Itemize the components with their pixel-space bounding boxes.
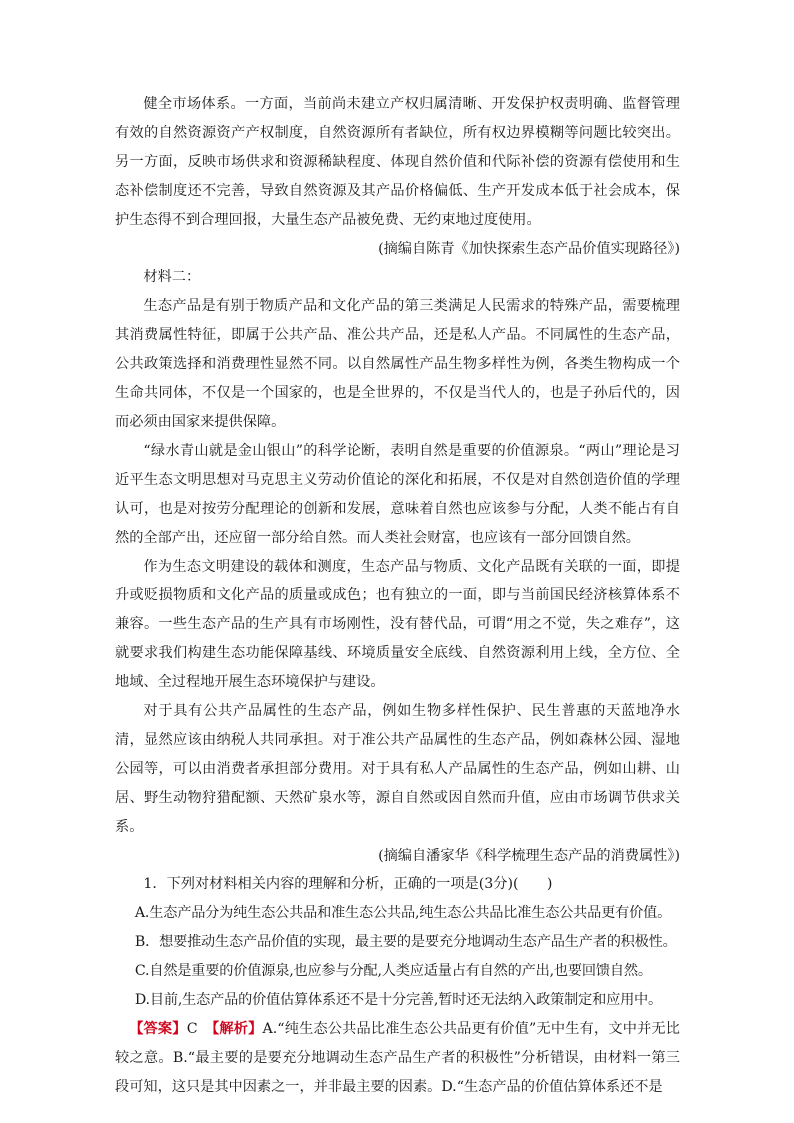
question-stem: 1．下列对材料相关内容的理解和分析，正确的一项是(3分)( ) bbox=[143, 876, 553, 893]
paragraph-market-system: 健全市场体系。一方面，当前尚未建立产权归属清晰、开发保护权责明确、监督管理有效的自然资源资产产权制度，自然资源所有者缺位，所有权边界模糊等问题比较突出。另一方面，反映市场供求和资源稀缺程度、体现自然价值和代际补偿的资源有偿使用和生态补偿制度还不完善，导致自然资源及其产品价格偏低、生产开发成本低于社会成本，保护生态得不到合理回报，大量生态产品被免费、无约束地过度使用。 bbox=[115, 96, 680, 228]
analysis-tag: 【解析】 bbox=[212, 1021, 263, 1037]
paragraph-carrier-and-measure: 作为生态文明建设的载体和测度，生态产品与物质、文化产品既有关联的一面，即提升或贬损物质和文化产品的质量或成色；也有独立的一面，即与当前国民经济核算体系不兼容。一些生态产品的生产具有市场刚性，没有替代品，可谓“用之不觉，失之难存”，这就要求我们构建生态功能保障基线、环境质量安全底线、自然资源利用上线，全方位、全地域、全过程地开展生态环境保护与建设。 bbox=[115, 558, 680, 691]
material-two-label: 材料二： bbox=[143, 269, 201, 286]
source-citation-1: (摘编自陈青《加快探索生态产品价值实现路径》) bbox=[378, 240, 680, 257]
option-d: D.目前,生态产品的价值估算体系还不是十分完善,暂时还无法纳入政策制定和应用中。 bbox=[134, 992, 663, 1009]
answer-value: C bbox=[186, 1021, 213, 1037]
document-body bbox=[115, 90, 680, 1102]
analysis-text: A.“纯生态公共品比准生态公共品更有价值”无中生有，文中并无比较之意。B.“最主要的是要充分地调动生态产品生产者的积极性”分析错误，由材料一第三段可知，这只是其中因素之一，并非最主要的因素。D.“生态产品的价值估算体系还不是 bbox=[115, 1021, 680, 1095]
paragraph-product-attributes: 对于具有公共产品属性的生态产品，例如生物多样性保护、民生普惠的天蓝地净水清，显然应该由纳税人共同承担。对于准公共产品属性的生态产品，例如森林公园、湿地公园等，可以由消费者承担部分费用。对于具有私人产品属性的生态产品，例如山耕、山居、野生动物狩猎配额、天然矿泉水等，源自自然或因自然而升值，应由市场调节供求关系。 bbox=[115, 703, 680, 835]
option-c: C.自然是重要的价值源泉,也应参与分配,人类应适量占有自然的产出,也要回馈自然。 bbox=[134, 963, 652, 980]
paragraph-ecological-product-definition: 生态产品是有别于物质产品和文化产品的第三类满足人民需求的特殊产品，需要梳理其消费属性特征，即属于公共产品、准公共产品，还是私人产品。不同属性的生态产品，公共政策选择和消费理性显然不同。以自然属性产品生物多样性为例，各类生物构成一个生命共同体，不仅是一个国家的，也是全世界的，不仅是当代人的，也是子孙后代的，因而必须由国家来提供保障。 bbox=[115, 298, 680, 430]
option-a: A.生态产品分为纯生态公共品和准生态公共品,纯生态公共品比准生态公共品更有价值。 bbox=[134, 905, 672, 922]
paragraph-two-mountains-theory: “绿水青山就是金山银山”的科学论断，表明自然是重要的价值源泉。“两山”理论是习近平生态文明思想对马克思主义劳动价值论的深化和拓展，不仅是对自然创造价值的学理认可，也是对按劳分配理论的创新和发展，意味着自然也应该参与分配，人类不能占有自然的全部产出，还应留一部分给自然。而人类社会财富，也应该有一部分回馈自然。 bbox=[115, 442, 680, 546]
answer-block bbox=[115, 1015, 680, 1102]
option-b: B．想要推动生态产品价值的实现，最主要的是要充分地调动生态产品生产者的积极性。 bbox=[134, 934, 677, 951]
source-citation-2: (摘编自潘家华《科学梳理生态产品的消费属性》) bbox=[378, 847, 680, 864]
answer-tag: 【答案】 bbox=[129, 1021, 187, 1037]
